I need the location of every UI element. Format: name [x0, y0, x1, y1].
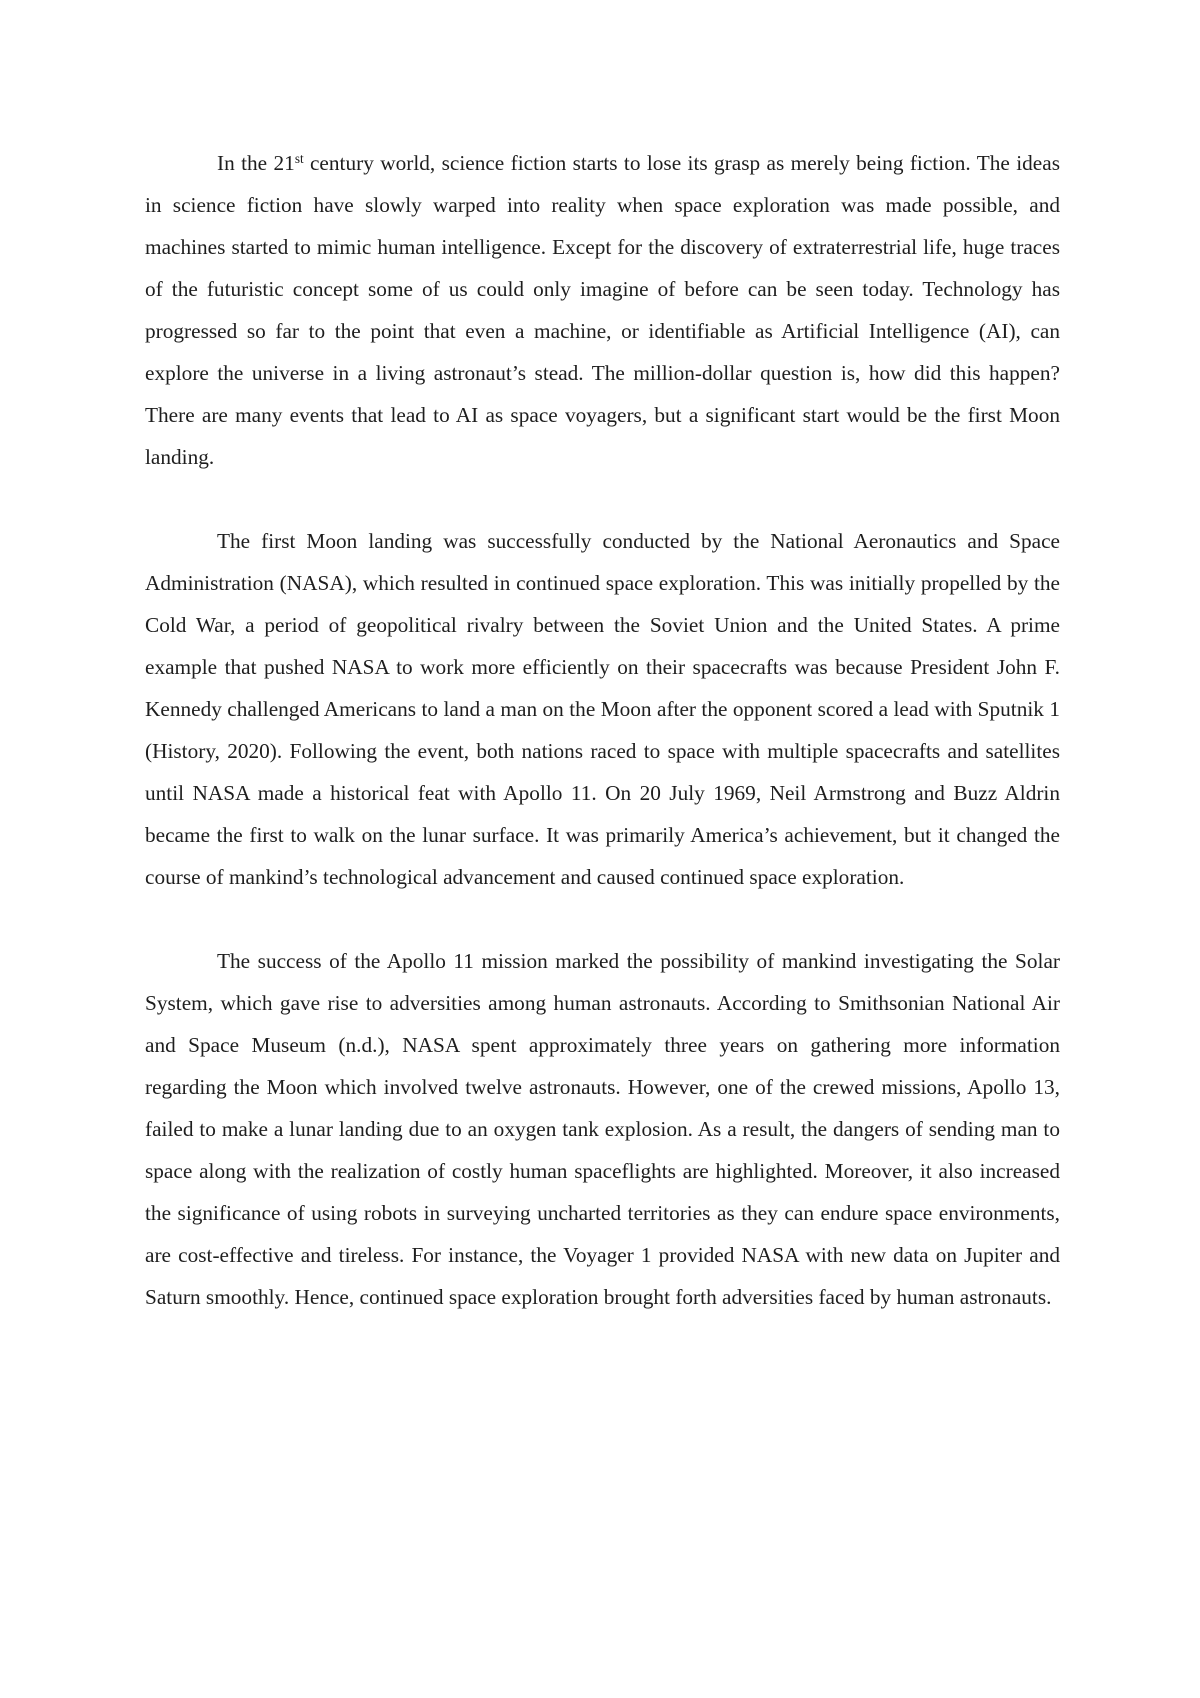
paragraph-3: The success of the Apollo 11 mission marked the possibility of mankind investigating the Solar System, which gave rise to adversities among human astronauts. According to Smithsonian National Air and Space Museum (n.d.), NASA spent approximately three years on gathering more information regarding the Moon which involved twelve astronauts. However, one of the crewed missions, Apollo 13, failed to make a lunar landing due to an oxygen tank explosion. As a result, the dangers of sending man to space along with the realization of costly human spaceflights are highlighted. Moreover, it also increased the significance of using robots in surveying uncharted territories as they can endure space environments, are cost-effective and tireless. For instance, the Voyager 1 provided NASA with new data on Jupiter and Saturn smoothly. Hence, continued space exploration brought forth adversities faced by human astronauts.: [145, 949, 1060, 1309]
paragraph-1-rest: century world, science fiction starts to lose its grasp as merely being fiction. The ideas in science fiction have slowly warped into reality when space exploration was made possible, and machines started to mimic human intelligence. Except for the discovery of extraterrestrial life, huge traces of the futuristic concept some of us could only imagine of before can be seen today. Technology has progressed so far to the point that even a machine, or identifiable as Artificial Intelligence (AI), can explore the universe in a living astronaut’s stead. The million-dollar question is, how did this happen? There are many events that lead to AI as space voyagers, but a significant start would be the first Moon landing.: [145, 151, 1060, 469]
paragraph-1-lead: In the 21: [217, 151, 295, 175]
paragraph-1: [145, 142, 1060, 478]
ordinal-superscript: st: [294, 150, 304, 166]
document-body: [145, 142, 1060, 1318]
paragraph-2: The first Moon landing was successfully conducted by the National Aeronautics and Space Administration (NASA), which resulted in continued space exploration. This was initially propelled by the Cold War, a period of geopolitical rivalry between the Soviet Union and the United States. A prime example that pushed NASA to work more efficiently on their spacecrafts was because President John F. Kennedy challenged Americans to land a man on the Moon after the opponent scored a lead with Sputnik 1 (History, 2020). Following the event, both nations raced to space with multiple spacecrafts and satellites until NASA made a historical feat with Apollo 11. On 20 July 1969, Neil Armstrong and Buzz Aldrin became the first to walk on the lunar surface. It was primarily America’s achievement, but it changed the course of mankind’s technological advancement and caused continued space exploration.: [145, 529, 1060, 889]
